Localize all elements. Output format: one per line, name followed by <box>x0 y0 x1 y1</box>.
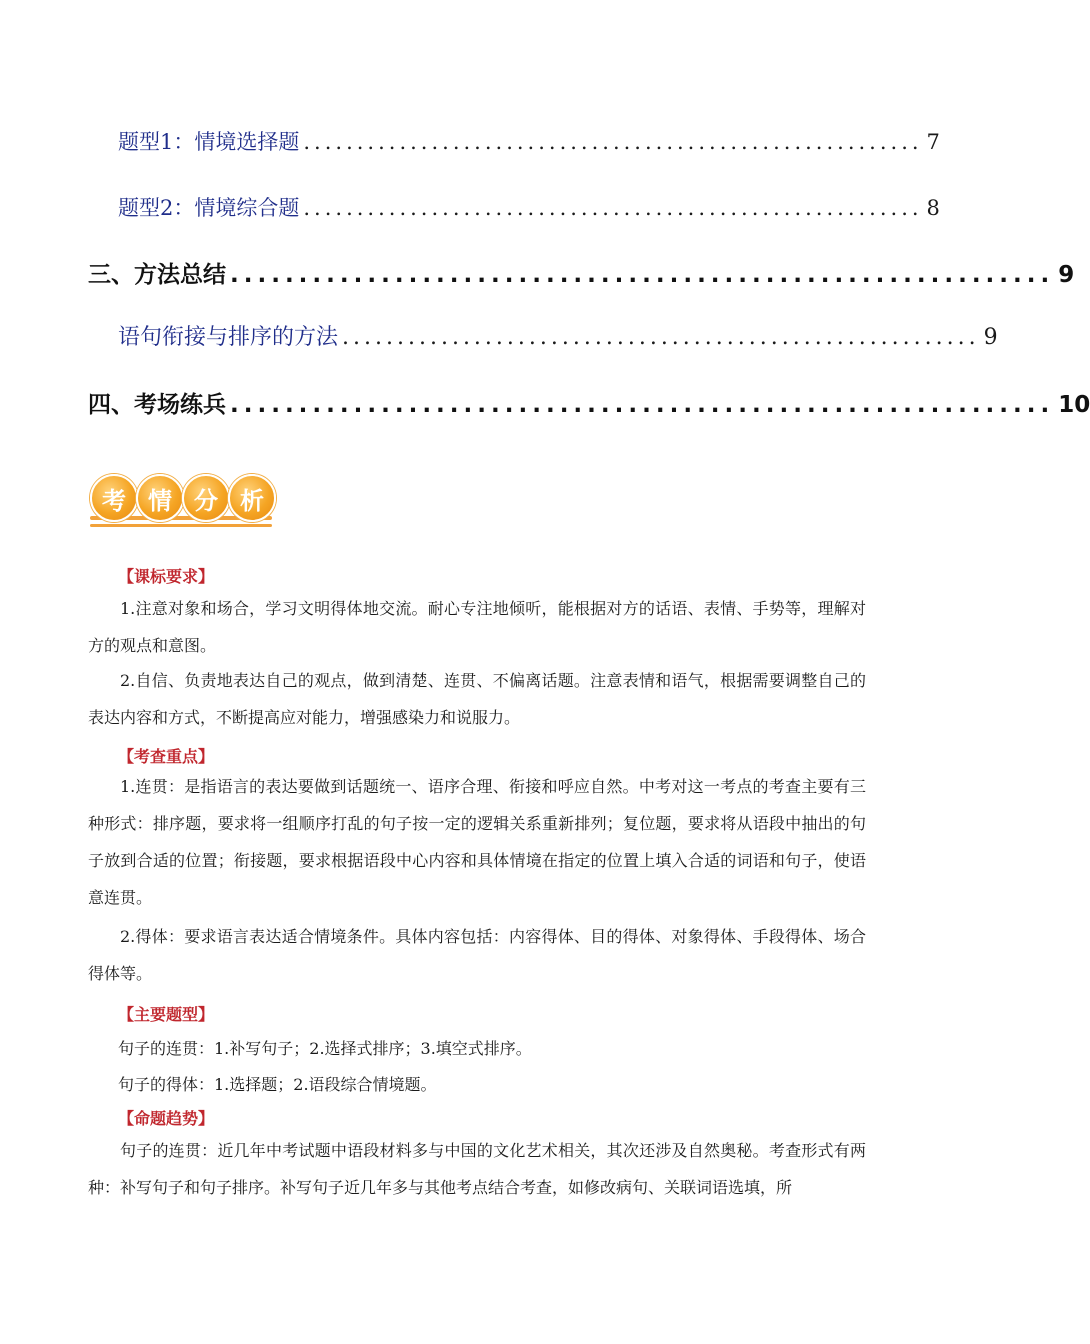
heading-question-types: 【主要题型】 <box>118 1005 215 1024</box>
heading-trends: 【命题趋势】 <box>118 1109 215 1128</box>
banner-char: 分 <box>182 474 230 522</box>
toc-entry-practice[interactable] <box>88 386 1090 419</box>
paragraph: 1.注意对象和场合，学习文明得体地交流。耐心专注地倾听，能根据对方的话语、表情、手势等，理解对方的观点和意图。 <box>88 599 866 655</box>
text-line: 句子的连贯：1.补写句子；2.选择式排序；3.填空式排序。 <box>118 1039 532 1058</box>
toc-entry-method[interactable] <box>118 320 998 351</box>
toc-leader: .......................................................... <box>303 196 923 220</box>
toc-page: 8 <box>926 196 940 220</box>
paragraph: 句子的连贯：近几年中考试题中语段材料多与中国的文化艺术相关，其次还涉及自然奥秘。考查形式有两种：补写句子和句子排序。补写句子近几年多与其他考点结合考查，如修改病句、关联词语选填，所 <box>88 1141 866 1197</box>
paragraph: 2.得体：要求语言表达适合情境条件。具体内容包括：内容得体、目的得体、对象得体、手段得体、场合得体等。 <box>88 927 866 983</box>
toc-title: 语句衔接与排序的方法 <box>118 325 339 350</box>
toc-entry-type2[interactable] <box>118 192 940 222</box>
toc-page: 9 <box>983 325 998 350</box>
toc-entry-type1[interactable] <box>118 126 940 156</box>
section-banner <box>90 472 272 532</box>
banner-char: 析 <box>228 474 276 522</box>
heading-curriculum: 【课标要求】 <box>118 567 215 586</box>
toc-entry-method-summary[interactable] <box>88 256 1075 289</box>
toc-leader: .......................................................... <box>342 325 980 350</box>
banner-char: 情 <box>136 474 184 522</box>
heading-key-points: 【考查重点】 <box>118 747 215 766</box>
banner-underline-2 <box>90 524 272 527</box>
paragraph: 1.连贯：是指语言的表达要做到话题统一、语序合理、衔接和呼应自然。中考对这一考点的考查主要有三种形式：排序题，要求将一组顺序打乱的句子按一定的逻辑关系重新排列；复位题，要求将从语段中抽出的句子放到合适的位置；衔接题，要求根据语段中心内容和具体情境在指定的位置上填入合适的词语和句子，使语意连贯。 <box>88 777 866 907</box>
toc-title: 三、方法总结 <box>88 262 226 288</box>
banner-char: 考 <box>90 474 138 522</box>
paragraph: 2.自信、负责地表达自己的观点，做到清楚、连贯、不偏离话题。注意表情和语气，根据需要调整自己的表达内容和方式，不断提高应对能力，增强感染力和说服力。 <box>88 671 866 727</box>
toc-page: 9 <box>1058 262 1075 288</box>
toc-title: 题型2：情境综合题 <box>118 196 300 220</box>
toc-title: 题型1：情境选择题 <box>118 130 300 154</box>
toc-leader: ............................................................ <box>230 392 1055 418</box>
text-line: 句子的得体：1.选择题；2.语段综合情境题。 <box>118 1075 437 1094</box>
toc-leader: ............................................................ <box>230 262 1055 288</box>
toc-title: 四、考场练兵 <box>88 392 226 418</box>
toc-page: 10 <box>1058 392 1090 418</box>
toc-leader: .......................................................... <box>303 130 923 154</box>
toc-page: 7 <box>926 130 940 154</box>
